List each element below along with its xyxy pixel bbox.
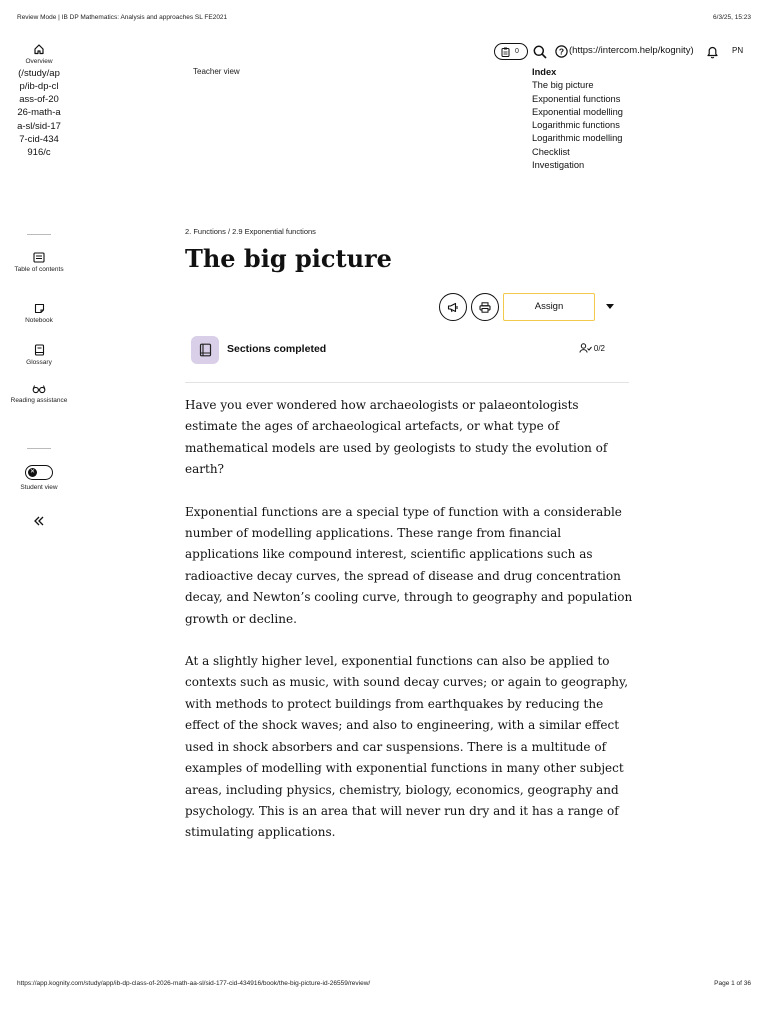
home-icon <box>33 43 45 55</box>
svg-text:?: ? <box>558 46 565 57</box>
print-footer-page: Page 1 of 36 <box>714 980 751 987</box>
sidebar-item-reading-assistance[interactable] <box>0 384 78 406</box>
sidebar-item-label: Glossary <box>26 359 52 366</box>
printer-icon <box>479 302 491 313</box>
index-item-investigation[interactable]: Investigation <box>532 160 585 171</box>
sidebar-item-label: Notebook <box>25 317 53 324</box>
teacher-view-label: Teacher view <box>193 67 240 76</box>
sidebar-divider <box>27 234 51 235</box>
list-icon <box>33 252 45 263</box>
paragraph: Have you ever wondered how archaeologists or palaeontologists estimate the ages of archaeological artefacts, or what type of mathematical models are used by geologists to study the evolution of earth? <box>185 398 608 477</box>
megaphone-icon <box>447 302 459 313</box>
index-item-logarithmic-functions[interactable]: Logarithmic functions <box>532 120 620 131</box>
student-view-toggle[interactable] <box>0 465 78 493</box>
page-title: The big picture <box>185 244 392 273</box>
assignments-button[interactable] <box>494 43 528 60</box>
assign-button[interactable]: Assign <box>503 293 595 321</box>
notebook-icon <box>34 303 45 314</box>
article-content <box>185 395 633 865</box>
toggle-switch[interactable] <box>25 465 53 480</box>
chevron-down-icon[interactable] <box>606 304 614 309</box>
index-nav <box>532 66 623 172</box>
sections-icon-box <box>191 336 219 364</box>
print-footer-url: https://app.kognity.com/study/app/ib-dp-class-of-2026-math-aa-sl/sid-177-cid-434916/book/the-big-picture-id-26559/review/ <box>17 980 371 987</box>
book-icon <box>199 343 212 357</box>
sidebar-item-notebook[interactable] <box>0 303 78 326</box>
assignments-count: 0 <box>515 48 519 55</box>
clipboard-icon <box>501 47 510 57</box>
announce-button[interactable] <box>439 293 467 321</box>
collapse-sidebar-button[interactable] <box>0 516 78 529</box>
sections-completed-count[interactable] <box>579 343 605 353</box>
close-icon: ✕ <box>29 468 36 475</box>
index-item-exponential-functions[interactable]: Exponential functions <box>532 93 621 104</box>
sidebar-item-label: Overview <box>25 58 53 65</box>
sidebar-item-label: Table of contents <box>14 266 64 273</box>
index-title: Index <box>532 67 557 77</box>
index-item-checklist[interactable]: Checklist <box>532 146 570 157</box>
search-icon[interactable] <box>533 45 547 59</box>
book-icon <box>34 344 45 356</box>
sidebar-item-label: Reading assistance <box>10 397 68 404</box>
index-item-logarithmic-modelling[interactable]: Logarithmic modelling <box>532 133 623 144</box>
student-view-label: Student view <box>20 484 58 491</box>
sections-count-text: 0/2 <box>593 343 605 353</box>
sidebar-item-table-of-contents[interactable] <box>0 252 78 275</box>
sections-completed-label: Sections completed <box>227 343 327 355</box>
user-check-icon <box>579 343 592 353</box>
sidebar-item-overview[interactable] <box>0 43 78 160</box>
chevron-double-left-icon <box>33 516 45 526</box>
bell-icon[interactable] <box>706 45 719 59</box>
paragraph: At a slightly higher level, exponential functions can also be applied to contexts such as music, with sound decay curves; or again to geography, with methods to protect buildings from earthquakes by reducing the effect of the shock waves; and also to engineering, with a similar effect used in shock absorbers and car suspensions. There is a multitude of examples of modelling with exponential functions in many other subject areas, including physics, chemistry, biology, economics, geography and psychology. This is an area that will never run dry and it has a range of stimulating applications. <box>185 654 629 840</box>
index-item-exponential-modelling[interactable]: Exponential modelling <box>532 106 623 117</box>
glasses-icon <box>32 384 46 394</box>
print-header-datetime: 6/3/25, 15:23 <box>713 14 751 21</box>
help-icon[interactable] <box>555 45 568 58</box>
sidebar-divider <box>27 448 51 449</box>
overview-url[interactable]: (/study/app/ib-dp-class-of-2026-math-aa-sl/sid-177-cid-434916/c <box>17 67 61 159</box>
print-header-title: Review Mode | IB DP Mathematics: Analysis and approaches SL FE2021 <box>17 14 228 21</box>
help-link[interactable]: (https://intercom.help/kognity) <box>569 45 694 56</box>
paragraph: Exponential functions are a special type of function with a considerable number of modelling applications. These range from financial applications like compound interest, scientific applications such as radioactive decay curves, the spread of disease and drug concentration decay, and Newton’s cooling curve, through to geography and population growth or decline. <box>185 504 633 626</box>
sidebar-item-glossary[interactable] <box>0 344 78 368</box>
index-item-the-big-picture[interactable]: The big picture <box>532 80 594 91</box>
language-selector[interactable]: PN <box>732 46 744 55</box>
sections-completed-bar <box>185 333 629 383</box>
breadcrumb[interactable]: 2. Functions / 2.9 Exponential functions <box>185 227 316 236</box>
print-button[interactable] <box>471 293 499 321</box>
